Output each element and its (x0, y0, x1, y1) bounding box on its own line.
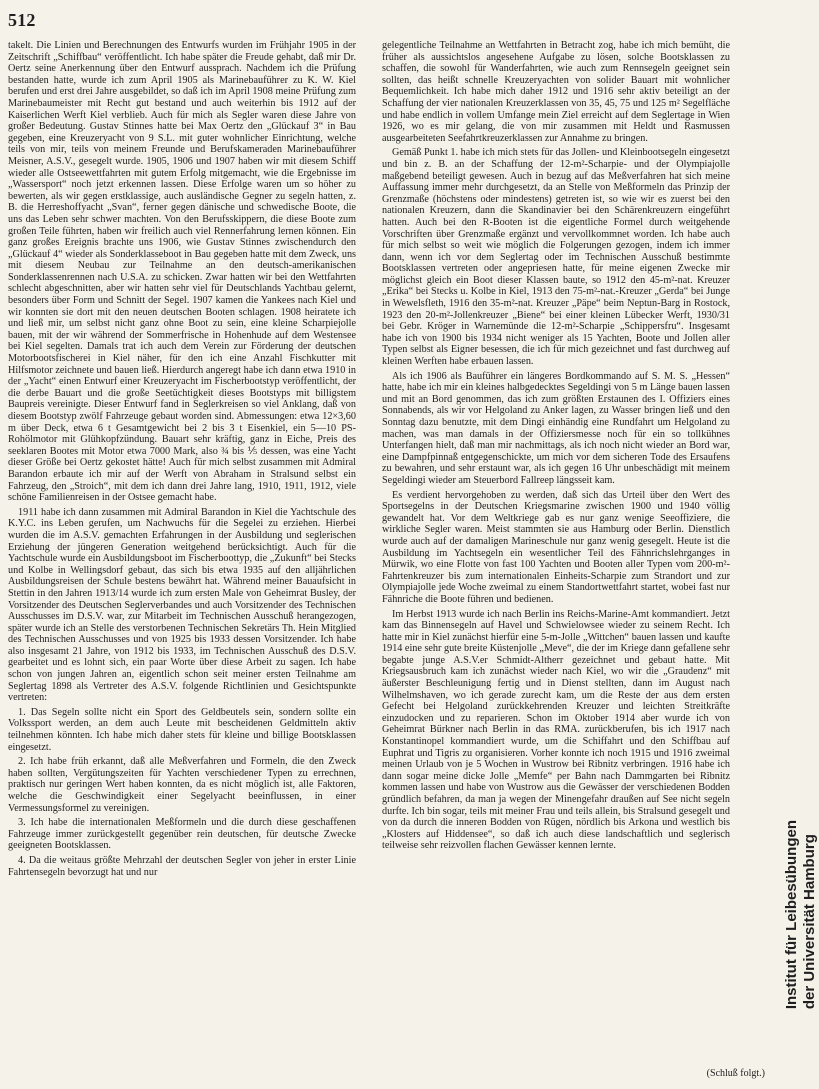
left-paragraph-5: 3. Ich habe die internationalen Meßformeln und die durch diese geschaffenen Fahrzeuge immer zurückgestellt gegenüber rein deutschen, für deutsche Zwecke geeigneten Bootsklassen. (8, 817, 356, 852)
institution-line-2: der Universität Hamburg (801, 834, 818, 1010)
right-paragraph-2: Gemäß Punkt 1. habe ich mich stets für das Jollen- und Kleinbootsegeln eingesetzt und bin z. B. an der Schaffung der 12-m²-Scharpie- und der Olympiajolle maßgebend beteiligt gewesen. Auch in bezug auf das Meßverfahren hat sich meine Auffassung immer mehr durchgesetzt, da an Stelle von Meßformeln das Prinzip der Grenzmaße (höchstens oder mindestens) getreten ist, so wie wir es zuerst bei den nationalen Kreuzern, dann die Skandinavier bei den Schärenkreuzern eingeführt hatten. Auch bei den R-Booten ist die eigentliche Formel durch weitgehende Vorschriften über Grenzmaße ergänzt und vervollkommnet worden. Ich habe auch für mich selbst so weit wie möglich die Folgerungen gezogen, indem ich immer dann, wenn ich vor dem Seglertag oder im Technischen Ausschuß bestimmte Bootsklassen vertreten oder angepriesen hatte, für meine eigenen Zwecke mir möglichst gleich ein Boot dieser Klassen baute, so 1912 den 45-m²-nat. Kreuzer „Erika“ bei Stecks u. Kolbe in Kiel, 1913 den 75-m²-nat.-Kreuzer „Gerda“ bei Junge in Wewelsfleth, 1916 den 35-m²-nat. Kreuzer „Päpe“ beim Neptun-Barg in Rostock, 1923 den 20-m²-Jollenkreuzer „Biene“ bei einer kleinen Lübecker Werft, 1930/31 bei Gebr. Kröger in Warnemünde die 12-m²-Scharpie „Schippersfru“. Insgesamt habe ich von 1900 bis 1934 nicht weniger als 15 Yachten, Boote und Jollen aller Typen selbst als Eigner besessen, die ich für mich gezeichnet und fast durchweg auf kleinen Werften habe erbauen lassen. (382, 147, 730, 368)
right-paragraph-1: gelegentliche Teilnahme an Wettfahrten in Betracht zog, habe ich mich bemüht, die früher als aussichtslos angesehene Aufgabe zu lösen, solche Bootsklassen zu schaffen, die sowohl für Wanderfahrten, wie auch zum Rennsegeln geeignet sein sollten, das heißt schnelle Kreuzeryachten von solider Bauart mit wohnlicher Bequemlichkeit. Ich habe mich daher 1912 und 1916 sehr aktiv beteiligt an der Schaffung der vier nationalen Kreuzerklassen von 35, 45, 75 und 125 m² Segelfläche und habe endlich in vollem Umfange mein Ziel erreicht auf dem Seglertage in Wien 1926, wo es mir gelang, die von mir zusammen mit Heldt und Rasmussen ausgearbeiteten Seefahrtkreuzerklassen zur Annahme zu bringen. (382, 40, 730, 144)
page-number: 512 (8, 10, 36, 30)
left-paragraph-2: 1911 habe ich dann zusammen mit Admiral Barandon in Kiel die Yachtschule des K.Y.C. ins Leben gerufen, um Nachwuchs für die Segelei zu erziehen. Hierbei wurden die im A.S.V. gemachten Erfahrungen in der Ausbildung und seglerischen Erziehung der jüngeren Generation weitgehend berücksichtigt. Auch für die Yachtschule wurde ein Ausbildungsboot im Fischerboottyp, die „Zukunft“ bei Stecks und Kolbe in Wellingsdorf gebaut, das sich bis etwa 1935 auf den alljährlichen Ausbildungsreisen der Schule bestens bewährt hat. Während meiner Bauaufsicht in Stettin in den Jahren 1913/14 wurde ich zum ersten Male von Geheimrat Busley, der Vorsitzender des Deutschen Seglerverbandes und auch Vorsitzender des Technischen Ausschusses im D.S.V. war, zur Mitarbeit im Technischen Ausschuß herangezogen, später wurde ich an Stelle des verstorbenen Technischen Sekretärs Th. Hein Mitglied des Technischen Ausschusses und von 1925 bis 1933 dessen Vorsitzender. Ich habe also insgesamt 21 Jahre, von 1912 bis 1933, im Technischen Ausschuß des D.S.V. gearbeitet und es lohnt sich, ein paar Worte über diese Arbeit zu sagen. Ich habe schon von jungen Jahren an, eigentlich schon seit meiner ersten Teilnahme am Seglertag 1898 als Vertreter des A.S.V. folgende Richtlinien und Gesichtspunkte vertreten: (8, 506, 356, 704)
institution-side-note (783, 820, 819, 1009)
right-paragraph-3: Als ich 1906 als Bauführer ein längeres Bordkommando auf S. M. S. „Hessen“ hatte, habe ich mir ein kleines halbgedecktes Segeldingi von 5 m Länge bauen lassen und mit an Bord genommen, das ich zum größten Erstaunen des I. Offiziers eines Sonnabends, als wir vor Helgoland zu Anker lagen, zu Wasser bringen ließ und den Sonntag dazu benutzte, mit dem Dingi einhändig eine Rundfahrt um Helgoland zu machen, was man damals in der Offiziersmesse noch für ein so tollkühnes Unterfangen hielt, daß man mir nachmittags, als ich noch nicht wieder an Bord war, eine Dampfpinnaß entgegenschickte, um mich vor dem sicheren Tode des Ersaufens zu bewahren, und sehr erstaunt war, als ich gegen 16 Uhr unbeschädigt mit meinem Segeldingi wieder am Steuerbord Fallreep längsseit kam. (382, 370, 730, 486)
document-columns (0, 40, 799, 1057)
left-paragraph-6: 4. Da die weitaus größte Mehrzahl der deutschen Segler von jeher in erster Linie Fahrtensegeln bevorzugt hat und nur (8, 854, 356, 878)
right-column (382, 40, 730, 855)
left-paragraph-1: takelt. Die Linien und Berechnungen des Entwurfs wurden im Frühjahr 1905 in der Zeitschrift „Schiffbau“ veröffentlicht. Ich habe später die Freude gehabt, daß mir Dr. Oertz seine Anerkennung über den Entwurf aussprach. Nachdem ich die Prüfung bestanden hatte, wurde ich zum April 1905 als Marinebauführer zu K. W. Kiel berufen und erst drei Jahre ausgebildet, so daß ich im April 1908 meine Prüfung zum Marinebaumeister mit Recht gut bestand und auch weiterhin bis 1912 auf der Kaiserlichen Werft Kiel verblieb. Auch für mich als Segler waren diese Jahre von großer Bedeutung. Gustav Stinnes hatte bei Max Oertz den „Glückauf 3“ in Bau gegeben, eine Kreuzeryacht von 9 S.L. mit guter wohnlicher Einrichtung, welche teils von mir, teils von meinem Freunde und Berufskameraden Marinebauführer Meisner, A.S.V., gesegelt wurde. 1905, 1906 und 1907 haben wir mit diesem Schiff wieder alle Ostseewettfahrten mit gutem Erfolg mitgemacht, wie die Ergebnisse im „Wassersport“ noch jetzt erkennen lassen. Diese Erfolge waren um so höher zu bewerten, als wir gegen erstklassige, auch ausländische Gegner zu segeln hatten, z. B. die Herreshoffyacht „Svan“, ferner gegen dänische und schwedische Boote, die uns das Leben sehr schwer machten. Von den Berufsskippern, die diese Boote zum großen Teile führten, haben wir freilich auch viel Rennerfahrung lernen können. Ein ganz großes Ereignis brachte uns 1906, wie Gustav Stinnes zwischendurch den „Glückauf 4“ wieder als Sonderklasseboot in Bau gegeben hatte mit dem Zweck, uns mit diesem Neubau zur Teilnahme an den deutsch-amerikanischen Sonderklassenrennen nach U.S.A. zu schicken. Zwar hatten wir bei den Wettfahrten schlecht abgeschnitten, aber wir hatten sehr viel für Deutschlands Yachtbau gelernt, besonders über Form und Schnitt der Segel. 1907 kamen die Yankees nach Kiel und wir konnten sie dort mit den neuen deutschen Booten schlagen. 1908 heiratete ich und ließ mir, um selbst nicht ganz ohne Boot zu sein, eine kleine Scharpiejolle bauen, mit der wir während der Sommerfrische in Hohenhude auf dem Westensee bei Kiel segelten. Damals trat ich auch dem Verein zur Förderung der deutschen Motorbootsfischerei in Kiel näher, für den ich eine Anzahl Fischkutter mit Hilfsmotor zeichnete und bauen ließ. Hierdurch angeregt habe ich dann etwa 1910 in der „Yacht“ einen Entwurf einer Kreuzeryacht im Fischerbootstyp veröffentlicht, der die derbe Bauart und die große Seetüchtigkeit dieses Bootstyps mit billigstem Baupreis vereinigte. Dieser Entwurf fand in Seglerkreisen so viel Anklang, daß von diesem Bootstyp zwölf Fahrzeuge gebaut worden sind. Abmessungen: etwa 12×3,60 m über Deck, etwa 6 t Gesamtgewicht bei 2 bis 3 t Eisenkiel, ein 5—10 PS-Rohölmotor mit Glühkopfzündung. Bauart sehr kräftig, ganz in Eiche, Preis des seeklaren Bootes mit Motor etwa 7000 Mark, also ¾ bis ⅕ dessen, was eine Yacht dieser Größe bei Oertz gekostet hätte! Auch für mich selbst zusammen mit Admiral Barandon erbaute ich mir auf der Werft von Abraham in Stralsund selbst ein Fahrzeug, den „Stroich“, mit dem ich dann drei Jahre lang, 1910, 1911, 1912, viele schöne Familienreisen in der Ostsee gemacht habe. (8, 40, 356, 504)
left-paragraph-4: 2. Ich habe früh erkannt, daß alle Meßverfahren und Formeln, die den Zweck haben sollten, Vergütungszeiten für Yachten verschiedener Typen zu errechnen, praktisch nur geringen Wert haben konnten, da es nicht möglich ist, alle Faktoren, welche die Geschwindigkeit einer Segelyacht beeinflussen, in einer Vermessungsformel zu vereinigen. (8, 756, 356, 814)
right-paragraph-5: Im Herbst 1913 wurde ich nach Berlin ins Reichs-Marine-Amt kommandiert. Jetzt kam das Binnensegeln auf Havel und Schwielowsee wieder zu seinem Recht. Ich hatte mir in Kiel zunächst hierfür eine 5-m-Jolle „Wittchen“ bauen lassen und kaufte 1914 eine sehr gute breite Küstenjolle „Meve“, die der im Kriege dann gefallene sehr begabte junge A.S.V.er Schmidt-Altherr gezeichnet und gebaut hatte. Mit Kriegsausbruch kam ich zunächst wieder nach Kiel, wo wir die „Graudenz“ mit äußerster Beschleunigung fertig und in Dienst stellten, dann im August nach Wilhelmshaven, wo ich gerade zurecht kam, um die Reste der aus dem ersten Gefecht bei Helgoland zurückkehrenden Kreuzer und leichten Streitkräfte einzudocken und zu reparieren. Schon im Oktober 1914 aber wurde ich von Geheimrat Bürkner nach Berlin in das RMA. zurückberufen, bis ich 1917 nach Konstantinopel kommandiert wurde, um die Schiffahrt und den Schiffbau auf Euphrat und Tigris zu organisieren. Vorher konnte ich noch 1915 und 1916 zweimal meinen Urlaub von je 5 Wochen in Wustrow bei Ribnitz verbringen. 1916 habe ich dann sogar meine dicke Jolle „Memfe“ per Bahn nach Dammgarten bei Ribnitz kommen lassen und habe von Wustrow aus die Gewässer der verschiedenen Bodden gründlich befahren, da man ja wegen der Minengefahr draußen auf See nicht segeln durfte. Ich bin sogar, teils mit meiner Frau und teils allein, bis Stralsund gesegelt und von da durch die inneren Bodden von Rügen, nördlich bis Arkona und westlich bis „Klosters auf Hiddensee“, so daß ich auch diese landschaftlich und seglerisch teilweise sehr reizvollen flachen Gewässer kennen lernte. (382, 608, 730, 852)
institution-line-1: Institut für Leibesübungen (783, 820, 800, 1010)
right-paragraph-4: Es verdient hervorgehoben zu werden, daß sich das Urteil über den Wert des Sportsegelns in der Deutschen Kriegsmarine zwischen 1900 und 1940 völlig gewandelt hat. Vor dem Weltkriege gab es nur ganz wenige Seeoffiziere, die wirkliche Segler waren. Meist stammten sie aus Hamburg oder Berlin. Dienstlich wurde auch auf der damaligen Marineschule nur ganz wenig gesegelt. Heute ist die Ausbildung im Yachtsegeln ein wesentlicher Teil des Fähnrichslehrganges in Mürwik, wo eine Flotte von fast 100 Yachten und Booten aller Typen vom 200-m²-Fahrtenkreuzer bis zum internationalen Einheits-Scharpie zum Strandort und zur Olympiajolle jede Woche zweimal zu einem Standortwettfahrt startet, wobei fast nur Fähnriche die Boote führen und bedienen. (382, 489, 730, 605)
left-column (8, 40, 356, 881)
left-paragraph-3: 1. Das Segeln sollte nicht ein Sport des Geldbeutels sein, sondern sollte ein Volkssport werden, an dem auch Leute mit bescheidenen Geldmitteln aktiv teilnehmen könnten. Ich habe mich daher stets für kleine und billige Bootsklassen eingesetzt. (8, 706, 356, 753)
continuation-note: (Schluß folgt.) (706, 1068, 765, 1079)
